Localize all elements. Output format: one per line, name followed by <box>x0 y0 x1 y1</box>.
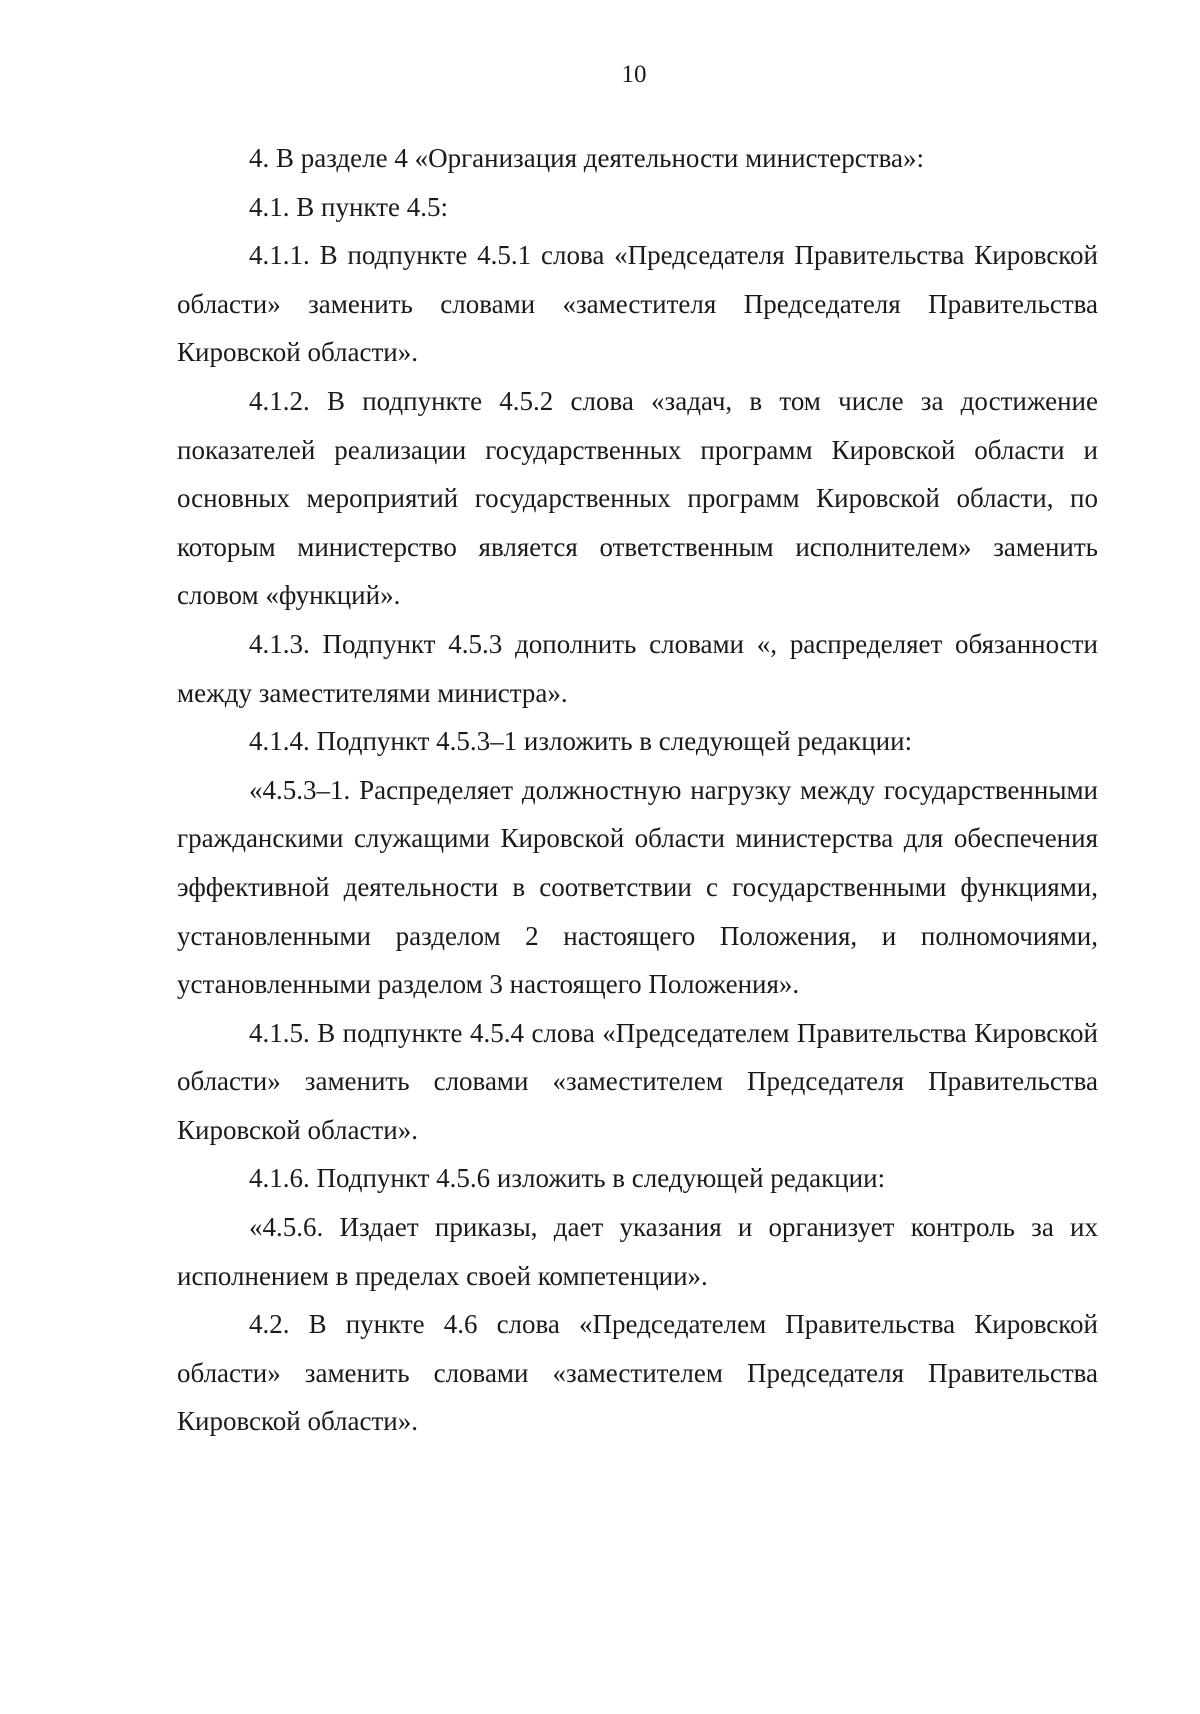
paragraph-4-5-6-quote: «4.5.6. Издает приказы, дает указания и организует контроль за их исполнением в пределах своей компетенции». <box>177 1212 1098 1291</box>
paragraph-section-4: 4. В разделе 4 «Организация деятельности министерства»: <box>249 143 924 173</box>
paragraph-4-1-1: 4.1.1. В подпункте 4.5.1 слова «Председателя Правительства Кировской области» заменить словами «заместителя Председателя Правительства Кировской области». <box>177 240 1098 368</box>
paragraph-4-1-2: 4.1.2. В подпункте 4.5.2 слова «задач, в том числе за достижение показателей реализации государственных программ Кировской области и основных мероприятий государственных программ Кировской области, по которым министерство является ответственным исполнителем» заменить словом «функций». <box>177 385 1098 611</box>
paragraph-4-2: 4.2. В пункте 4.6 слова «Председателем Правительства Кировской области» заменить словами «заместителем Председателя Правительства Кировской области». <box>177 1309 1098 1437</box>
paragraph-4-1-4: 4.1.4. Подпункт 4.5.3–1 изложить в следующей редакции: <box>249 726 913 757</box>
document-body <box>177 134 1098 1446</box>
paragraph-4-1: 4.1. В пункте 4.5: <box>249 191 448 222</box>
paragraph-4-1-3: 4.1.3. Подпункт 4.5.3 дополнить словами «, распределяет обязанности между заместителями министра». <box>177 628 1098 708</box>
page-number: 10 <box>621 61 647 88</box>
paragraph-4-5-3-1-quote: «4.5.3–1. Распределяет должностную нагрузку между государственными гражданскими служащими Кировской области министерства для обеспечения эффективной деятельности в соответствии с государственными функциями, установленными разделом 2 настоящего Положения, и полномочиями, установленными разделом 3 настоящего Положения». <box>177 774 1098 1000</box>
paragraph-4-1-5: 4.1.5. В подпункте 4.5.4 слова «Председателем Правительства Кировской области» заменить словами «заместителем Председателя Правительства Кировской области». <box>177 1017 1098 1145</box>
paragraph-4-1-6: 4.1.6. Подпункт 4.5.6 изложить в следующей редакции: <box>249 1163 886 1194</box>
